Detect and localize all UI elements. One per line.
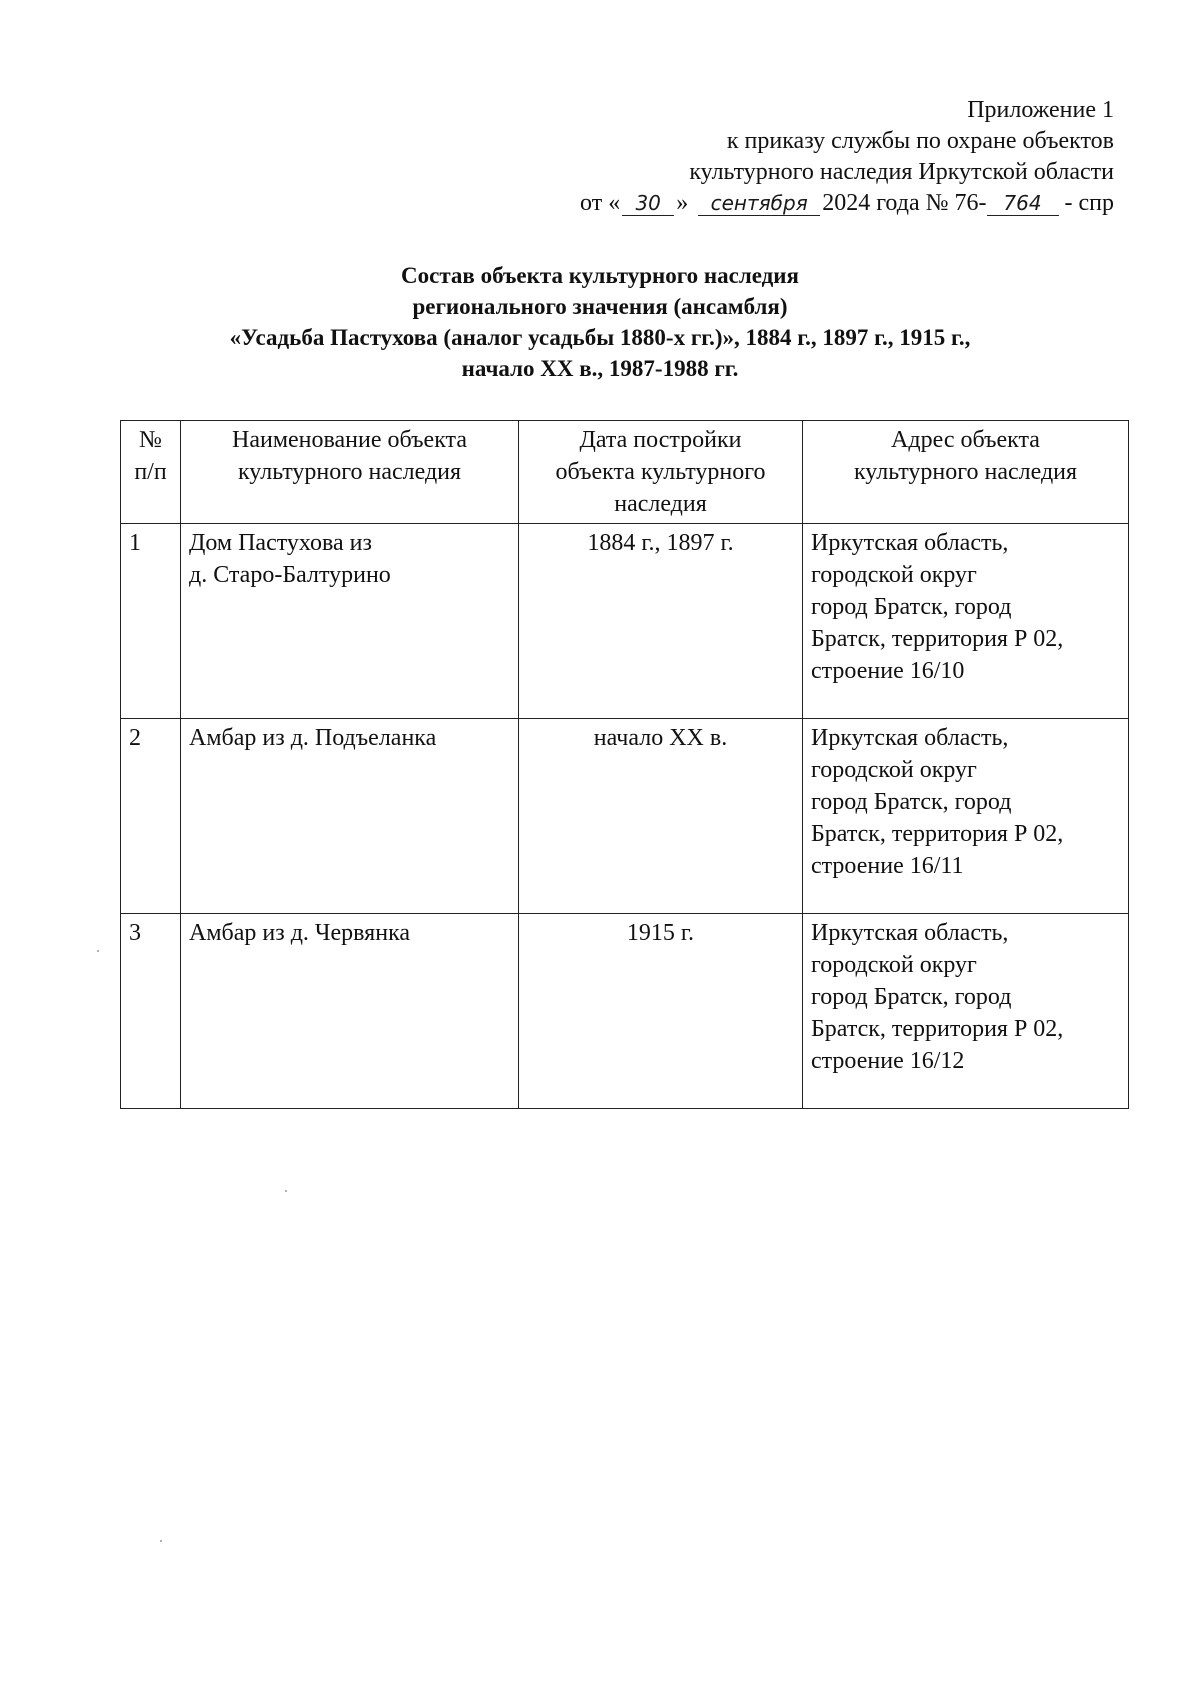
row-construction-date: 1884 г., 1897 г. <box>519 524 803 719</box>
table-row <box>121 914 1129 1109</box>
scan-speck <box>97 950 99 952</box>
row-object-name: Амбар из д. Червянка <box>181 914 519 1109</box>
appendix-date-line <box>580 188 1114 219</box>
title-line-3: «Усадьба Пастухова (аналог усадьбы 1880-х гг.)», 1884 г., 1897 г., 1915 г., <box>229 325 971 350</box>
header-object-address: Адрес объекта культурного наследия <box>803 421 1129 524</box>
appendix-authority: культурного наследия Иркутской области <box>689 159 1114 185</box>
appendix-header <box>580 95 1114 219</box>
date-year: 2024 года № 76- <box>822 190 987 216</box>
title-line-2: регионального значения (ансамбля) <box>412 294 788 319</box>
handwritten-order-number: 764 <box>987 191 1059 216</box>
row-address: Иркутская область, городской округ город Братск, город Братск, территория Р 02, строение 16/10 <box>803 524 1129 719</box>
scan-speck <box>285 1190 287 1192</box>
row-address: Иркутская область, городской округ город Братск, город Братск, территория Р 02, строение 16/12 <box>803 914 1129 1109</box>
appendix-order-ref: к приказу службы по охране объектов <box>726 128 1114 154</box>
header-object-name: Наименование объекта культурного наследия <box>181 421 519 524</box>
row-address: Иркутская область, городской округ город Братск, город Братск, территория Р 02, строение 16/11 <box>803 719 1129 914</box>
appendix-title: Приложение 1 <box>967 97 1114 123</box>
row-number: 2 <box>121 719 181 914</box>
document-title <box>0 260 1200 384</box>
row-number: 3 <box>121 914 181 1109</box>
row-object-name: Дом Пастухова из д. Старо-Балтурино <box>181 524 519 719</box>
row-construction-date: начало XX в. <box>519 719 803 914</box>
date-quote-close: » <box>676 190 689 216</box>
handwritten-month: сентября <box>698 191 820 216</box>
table-header-row <box>121 421 1129 524</box>
table-row <box>121 524 1129 719</box>
header-construction-date: Дата постройки объекта культурного наследия <box>519 421 803 524</box>
table-row <box>121 719 1129 914</box>
handwritten-day: 30 <box>622 191 674 216</box>
heritage-objects-table <box>120 420 1129 1109</box>
scan-speck <box>160 1540 162 1542</box>
title-line-1: Состав объекта культурного наследия <box>401 263 799 288</box>
date-prefix: от « <box>580 190 621 216</box>
order-suffix: - спр <box>1064 190 1114 216</box>
row-number: 1 <box>121 524 181 719</box>
row-object-name: Амбар из д. Подъеланка <box>181 719 519 914</box>
header-number: № п/п <box>121 421 181 524</box>
row-construction-date: 1915 г. <box>519 914 803 1109</box>
title-line-4: начало XX в., 1987-1988 гг. <box>461 356 739 381</box>
